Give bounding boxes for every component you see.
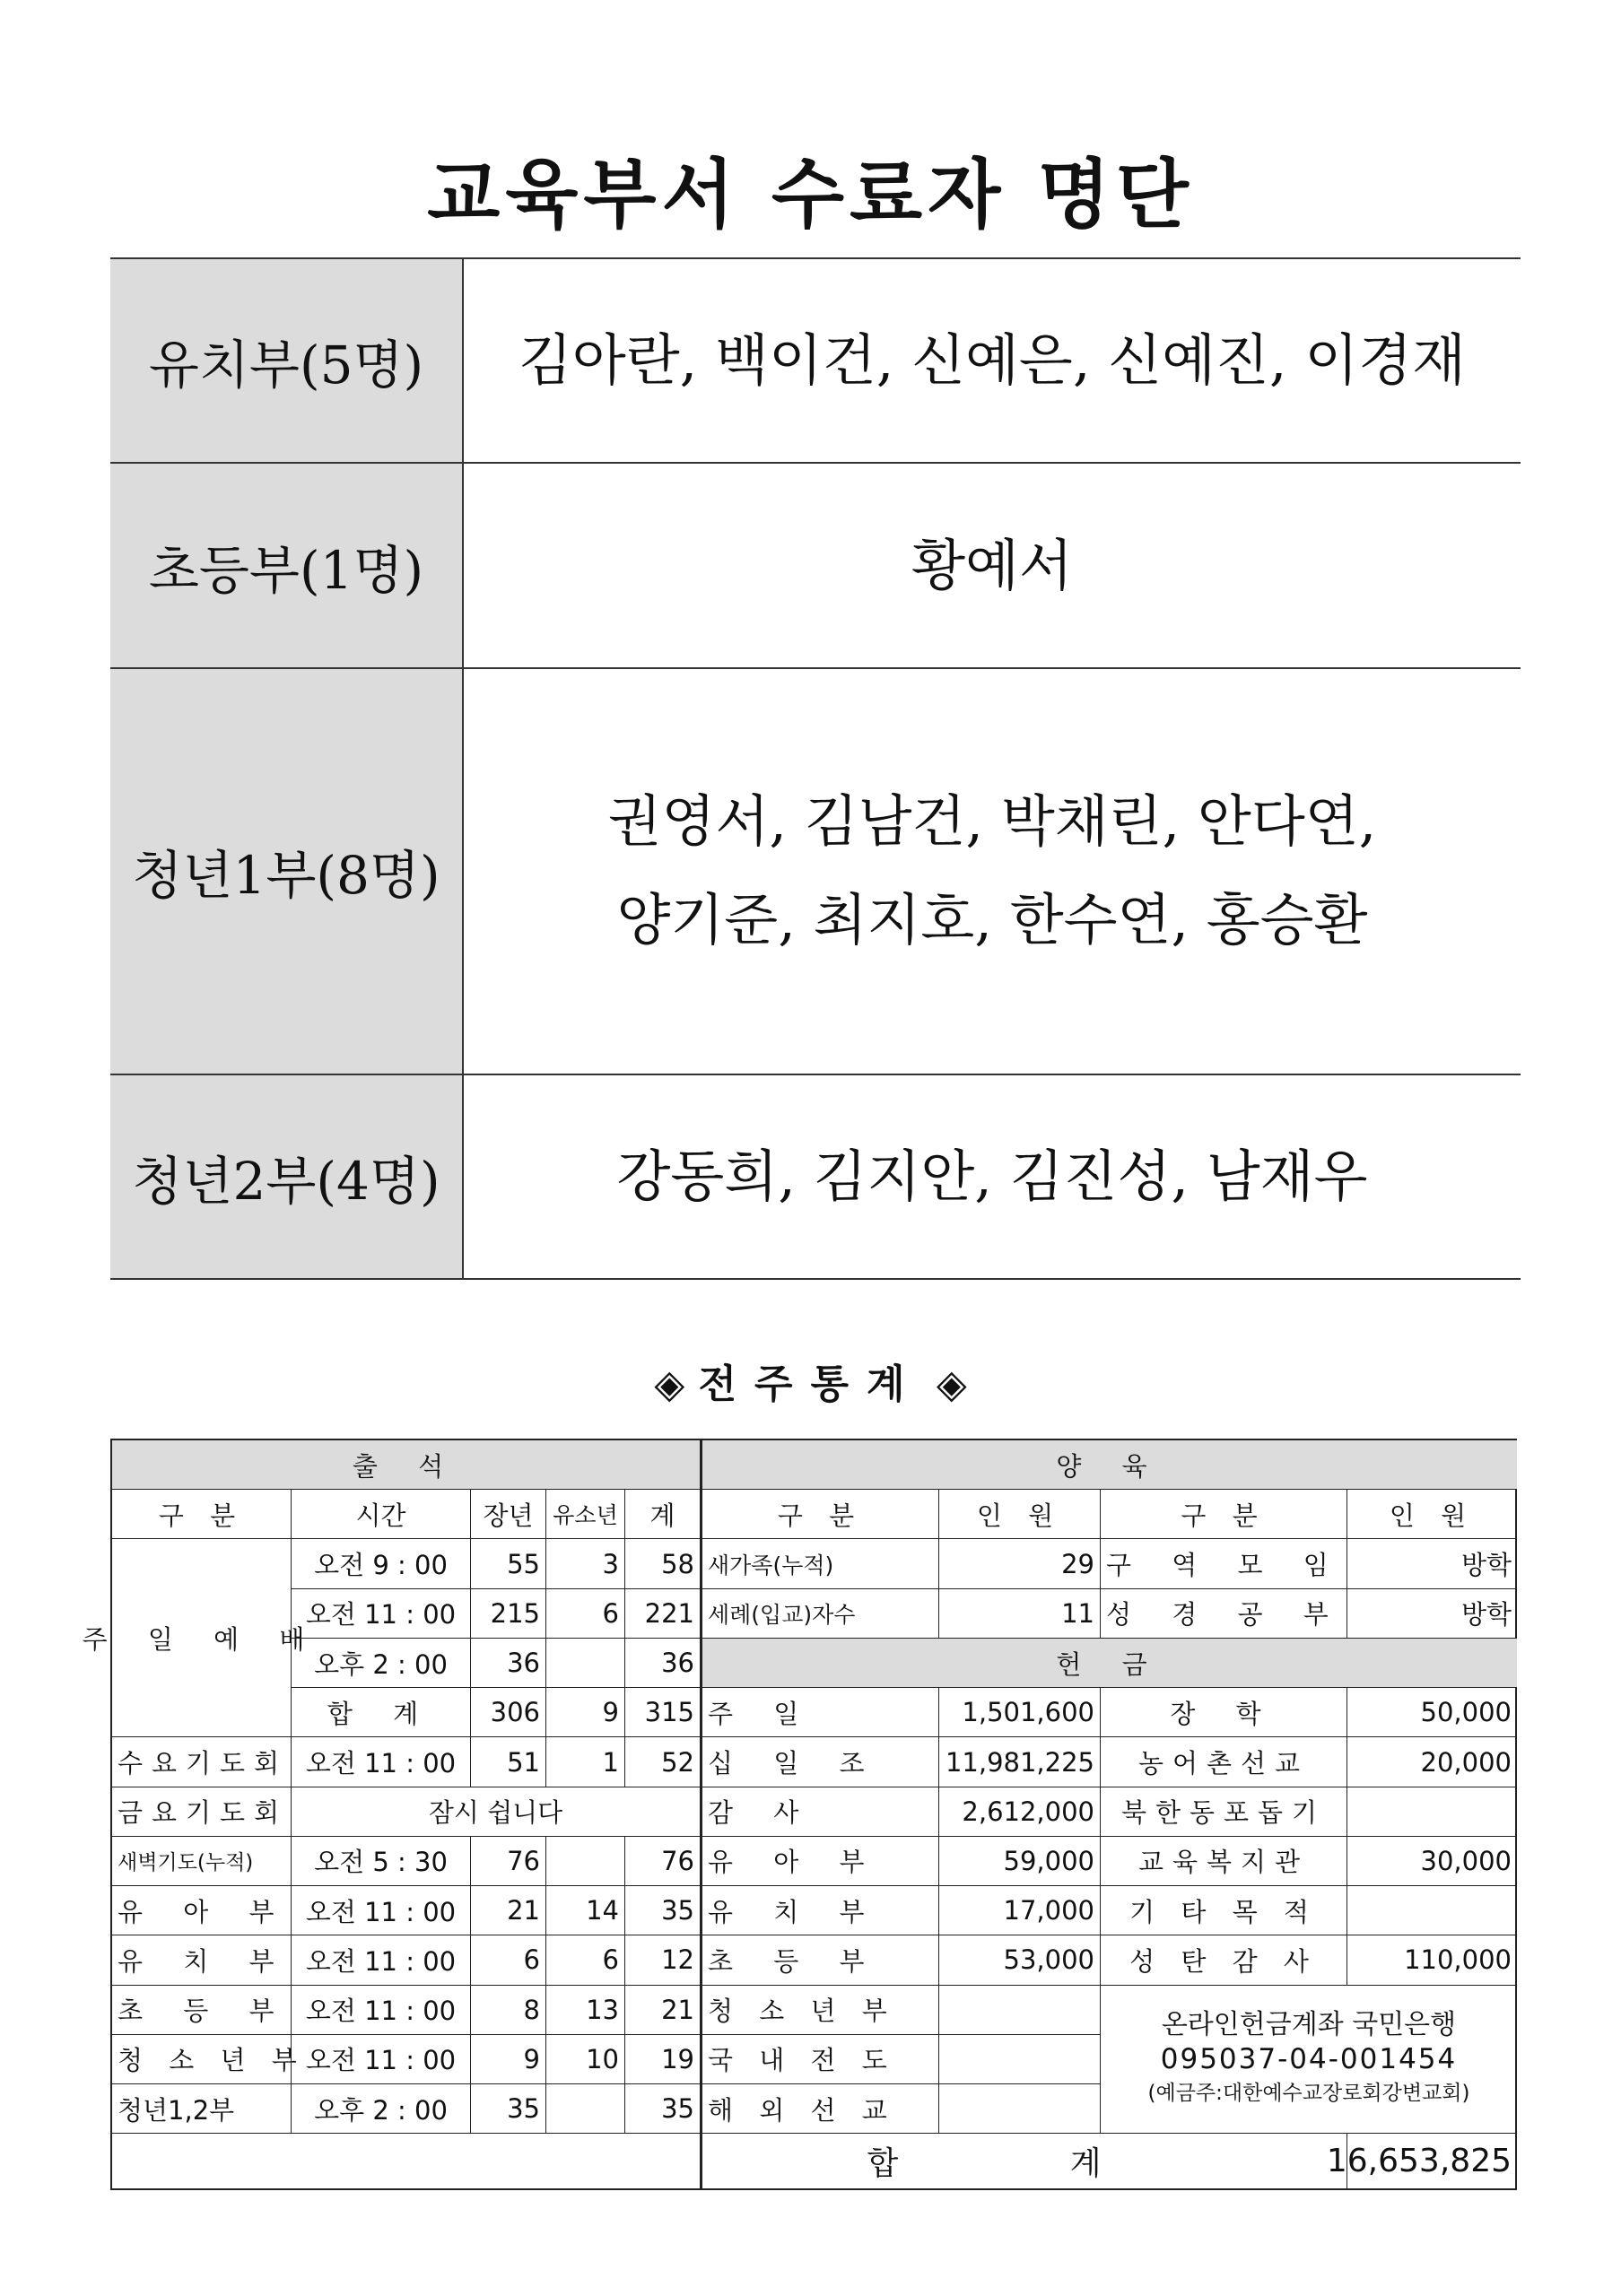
- offering-label: 초 등 부: [702, 1935, 939, 1985]
- service-time: 오전 11 : 00: [292, 1589, 471, 1639]
- col-header-sum: 계: [625, 1490, 702, 1539]
- sum-count: 35: [625, 1886, 702, 1935]
- offering-value: [939, 1986, 1101, 2035]
- sum-count: 58: [625, 1539, 702, 1588]
- adult-count: 36: [471, 1639, 546, 1688]
- col-header-adult: 장년: [471, 1490, 546, 1539]
- graduate-names: [463, 1074, 1521, 1279]
- nurture-value: 29: [939, 1539, 1101, 1588]
- youth-count: 13: [546, 1986, 625, 2035]
- names-line: 권영서, 김남건, 박채린, 안다연,: [607, 788, 1377, 855]
- offering-value: 53,000: [939, 1935, 1101, 1985]
- adult-count: 51: [471, 1737, 546, 1787]
- service-time: 오전 11 : 00: [292, 1886, 471, 1935]
- offering-label: 기 타 목 적: [1101, 1886, 1347, 1935]
- nurture-label: 세례(입교)자수: [702, 1589, 939, 1639]
- col-header-nurture-category: 구 분: [702, 1490, 939, 1539]
- service-time: 오후 2 : 00: [292, 1639, 471, 1688]
- offering-label: 농어촌선교: [1101, 1737, 1347, 1787]
- col-header-youth: 유소년: [546, 1490, 625, 1539]
- col-header-category: 구 분: [112, 1490, 292, 1539]
- graduate-row: [110, 668, 1521, 1074]
- sum-count: 221: [625, 1589, 702, 1639]
- category-label: 수요기도회: [112, 1737, 292, 1787]
- sum-count: 52: [625, 1737, 702, 1787]
- diamond-icon: ◈: [654, 1361, 685, 1407]
- adult-count: 6: [471, 1935, 546, 1985]
- adult-count: 9: [471, 2035, 546, 2084]
- category-label: 청년1,2부: [112, 2084, 292, 2134]
- weekly-stats-table: [82, 1439, 1517, 2190]
- service-time: 오전 11 : 00: [292, 1737, 471, 1787]
- names-line: 김아란, 백이건, 신예은, 신예진, 이경재: [518, 327, 1467, 394]
- stats-heading: [0, 1352, 1621, 1409]
- sum-count: 315: [625, 1688, 702, 1737]
- sunday-worship-label: 주 일 예 배: [112, 1539, 292, 1737]
- nurture-label: 구 역 모 임: [1101, 1539, 1347, 1588]
- category-label: 유 아 부: [112, 1886, 292, 1935]
- youth-count: [546, 1639, 625, 1688]
- account-holder: (예금주:대한예수교장로회강변교회): [1147, 2081, 1470, 2105]
- online-offering-account: [1101, 1986, 1517, 2135]
- offering-value: 11,981,225: [939, 1737, 1101, 1787]
- graduate-names: [463, 668, 1521, 1074]
- grand-total-label: 합 계: [702, 2134, 1347, 2188]
- nurture-label: 성 경 공 부: [1101, 1589, 1347, 1639]
- department-label: 유치부(5명): [110, 258, 463, 463]
- offering-value: 110,000: [1347, 1935, 1517, 1985]
- account-number: 095037-04-001454: [1160, 2042, 1458, 2075]
- col-header-time: 시간: [292, 1490, 471, 1539]
- graduate-row: [110, 463, 1521, 667]
- adult-count: 215: [471, 1589, 546, 1639]
- youth-count: 1: [546, 1737, 625, 1787]
- sunday-subtotal-label: 합 계: [292, 1688, 471, 1737]
- adult-count: 21: [471, 1886, 546, 1935]
- youth-count: [546, 2084, 625, 2134]
- sum-count: 36: [625, 1639, 702, 1688]
- bank-name: 온라인헌금계좌 국민은행: [1161, 2008, 1457, 2040]
- nurture-label: 새가족(누적): [702, 1539, 939, 1588]
- offering-value: 2,612,000: [939, 1787, 1101, 1837]
- adult-count: 8: [471, 1986, 546, 2035]
- offering-header: 헌 금: [702, 1639, 1517, 1688]
- service-time: 오전 9 : 00: [292, 1539, 471, 1588]
- category-label: 유 치 부: [112, 1935, 292, 1985]
- offering-value: [1347, 1787, 1517, 1837]
- attendance-header: 출 석: [112, 1440, 702, 1490]
- offering-label: 장 학: [1101, 1688, 1347, 1737]
- offering-value: [939, 2035, 1101, 2084]
- youth-count: 9: [546, 1688, 625, 1737]
- offering-label: 주 일: [702, 1688, 939, 1737]
- nurture-header: 양 육: [702, 1440, 1517, 1490]
- adult-count: 55: [471, 1539, 546, 1588]
- graduates-table: [110, 257, 1521, 1280]
- stats-heading-text: 전주통계: [698, 1361, 923, 1407]
- department-label: 청년1부(8명): [110, 668, 463, 1074]
- youth-count: 14: [546, 1886, 625, 1935]
- sum-count: 12: [625, 1935, 702, 1985]
- offering-value: [1347, 1886, 1517, 1935]
- service-time: 오전 11 : 00: [292, 1935, 471, 1985]
- youth-count: 6: [546, 1589, 625, 1639]
- category-label: 새벽기도(누적): [112, 1837, 292, 1886]
- empty-cell: [112, 2134, 702, 2188]
- youth-count: 10: [546, 2035, 625, 2084]
- offering-label: 십 일 조: [702, 1737, 939, 1787]
- offering-value: 50,000: [1347, 1688, 1517, 1737]
- sum-count: 19: [625, 2035, 702, 2084]
- col-header-nurture-category-2: 구 분: [1101, 1490, 1347, 1539]
- offering-value: 30,000: [1347, 1837, 1517, 1886]
- nurture-value: 방학: [1347, 1589, 1517, 1639]
- grand-total-value: 16,653,825: [1326, 2143, 1512, 2180]
- offering-label: 청 소 년 부: [702, 1986, 939, 2035]
- graduate-names: [463, 463, 1521, 667]
- adult-count: 76: [471, 1837, 546, 1886]
- youth-count: 3: [546, 1539, 625, 1588]
- sum-count: 76: [625, 1837, 702, 1886]
- adult-count: 35: [471, 2084, 546, 2134]
- sum-count: 21: [625, 1986, 702, 2035]
- offering-label: 감 사: [702, 1787, 939, 1837]
- youth-count: 6: [546, 1935, 625, 1985]
- paused-notice: 잠시 쉽니다: [292, 1787, 702, 1837]
- service-time: 오전 11 : 00: [292, 1986, 471, 2035]
- names-line: 황예서: [911, 532, 1073, 598]
- offering-value: 1,501,600: [939, 1688, 1101, 1737]
- sum-count: 35: [625, 2084, 702, 2134]
- service-time: 오후 2 : 00: [292, 2084, 471, 2134]
- diamond-icon: ◈: [936, 1361, 967, 1407]
- names-line: 강동희, 김지안, 김진성, 남재우: [616, 1143, 1368, 1209]
- offering-value: 17,000: [939, 1886, 1101, 1935]
- graduate-names: [463, 258, 1521, 463]
- offering-label: 해 외 선 교: [702, 2084, 939, 2134]
- offering-label: 북한동포돕기: [1101, 1787, 1347, 1837]
- nurture-value: 방학: [1347, 1539, 1517, 1588]
- offering-value: 59,000: [939, 1837, 1101, 1886]
- page-title: 교육부서 수료자 명단: [427, 151, 1194, 239]
- offering-label: 성 탄 감 사: [1101, 1935, 1347, 1985]
- offering-label: 교육복지관: [1101, 1837, 1347, 1886]
- names-line: 양기준, 최지호, 한수연, 홍승환: [616, 887, 1368, 953]
- graduate-row: [110, 258, 1521, 463]
- category-label: 청 소 년 부: [112, 2035, 292, 2084]
- service-time: 오전 11 : 00: [292, 2035, 471, 2084]
- adult-count: 306: [471, 1688, 546, 1737]
- category-label: 초 등 부: [112, 1986, 292, 2035]
- offering-label: 유 아 부: [702, 1837, 939, 1886]
- offering-label: 유 치 부: [702, 1886, 939, 1935]
- service-time: 오전 5 : 30: [292, 1837, 471, 1886]
- graduate-row: [110, 1074, 1521, 1279]
- category-label: 금요기도회: [112, 1787, 292, 1837]
- offering-label: 국 내 전 도: [702, 2035, 939, 2084]
- nurture-value: 11: [939, 1589, 1101, 1639]
- col-header-nurture-people: 인 원: [939, 1490, 1101, 1539]
- offering-value: 20,000: [1347, 1737, 1517, 1787]
- department-label: 청년2부(4명): [110, 1074, 463, 1279]
- col-header-nurture-people-2: 인 원: [1347, 1490, 1517, 1539]
- department-label: 초등부(1명): [110, 463, 463, 667]
- offering-value: [939, 2084, 1101, 2134]
- youth-count: [546, 1837, 625, 1886]
